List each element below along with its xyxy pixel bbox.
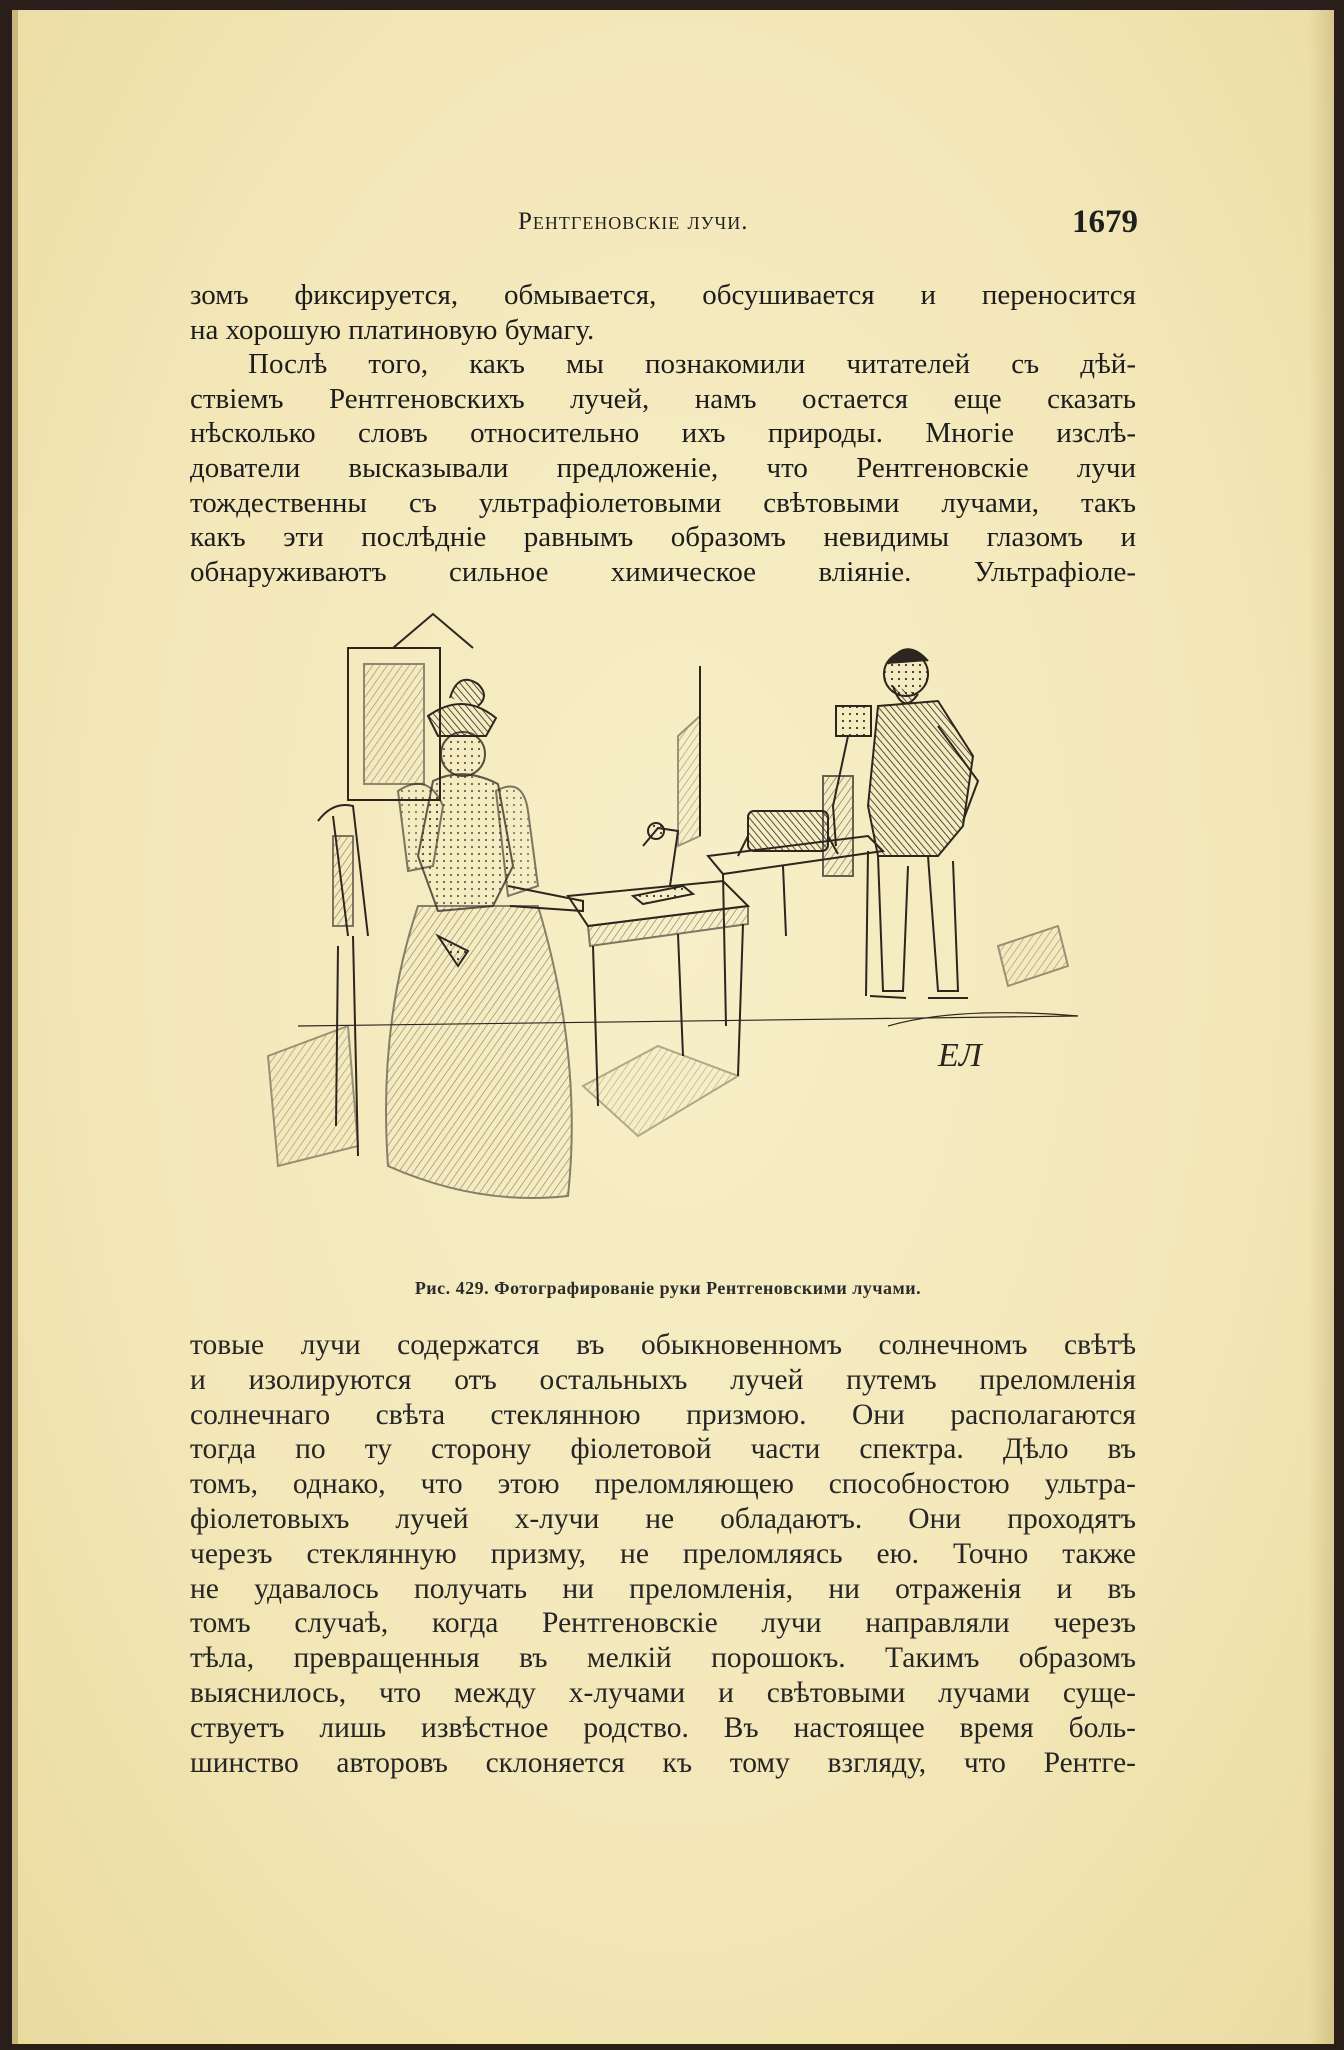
text-block-top xyxy=(190,278,1136,589)
text-line: нѣсколько словъ относительно ихъ природы. Многіе изслѣ- xyxy=(190,417,1136,450)
engraving-illustration xyxy=(238,606,1108,1246)
x-ray-apparatus xyxy=(823,706,871,876)
text-line: на хорошую платиновую бумагу. xyxy=(190,313,595,346)
text-line: тогда по ту сторону фіолетовой части спектра. Дѣло въ xyxy=(190,1433,1136,1466)
text-line: обнаруживаютъ сильное химическое вліяніе. Ультрафіоле- xyxy=(190,555,1136,588)
page-edge-shadow xyxy=(1308,10,1334,2044)
text-block-bottom xyxy=(190,1328,1136,1780)
text-line: дователи высказывали предложеніе, что Рентгеновскіе лучи xyxy=(190,451,1136,484)
figure-illustration xyxy=(238,606,1108,1246)
text-line: зомъ фиксируется, обмывается, обсушивается и переносится xyxy=(190,279,1136,311)
standing-man xyxy=(868,649,978,998)
paragraph-continued xyxy=(190,1328,1136,1780)
text-line: ствуетъ лишь извѣстное родство. Въ настоящее время боль- xyxy=(190,1711,1136,1744)
text-line: тѣла, превращенныя въ мелкій порошокъ. Такимъ образомъ xyxy=(190,1642,1136,1675)
text-line: томъ случаѣ, когда Рентгеновскіе лучи направляли черезъ xyxy=(190,1607,1136,1640)
text-line: тождественны съ ультрафіолетовыми свѣтовыми лучами, такъ xyxy=(190,486,1136,519)
paragraph-continuation xyxy=(190,278,1136,347)
text-line: Послѣ того, какъ мы познакомили читателей съ дѣй- xyxy=(248,348,1136,381)
text-line: какъ эти послѣдніе равнымъ образомъ невидимы глазомъ и xyxy=(190,521,1136,554)
artist-signature: ЕЛ xyxy=(938,1037,982,1074)
text-line: выяснилось, что между х-лучами и свѣтовыми лучами суще- xyxy=(190,1676,1136,1709)
book-page xyxy=(12,10,1334,2044)
text-line: и изолируются отъ остальныхъ лучей путемъ преломленія xyxy=(190,1363,1136,1396)
running-head-title: Рентгеновскіе лучи. xyxy=(518,208,749,235)
text-line: черезъ стеклянную призму, не преломляясь ею. Точно также xyxy=(190,1537,1136,1570)
text-line: томъ, однако, что этою преломляющею способностою ультра- xyxy=(190,1468,1136,1501)
page-number: 1679 xyxy=(1072,204,1138,240)
text-line: шинство авторовъ склоняется къ тому взгляду, что Рентге- xyxy=(190,1746,1136,1779)
running-head xyxy=(188,204,1148,248)
text-line: солнечнаго свѣта стеклянною призмою. Они располагаются xyxy=(190,1398,1136,1431)
figure-caption: Рис. 429. Фотографированіе руки Рентгеновскими лучами. xyxy=(414,1278,922,1298)
text-line: ствіемъ Рентгеновскихъ лучей, намъ остается еще сказать xyxy=(190,382,1136,415)
paragraph-main xyxy=(190,347,1136,589)
text-line: товые лучи содержатся въ обыкновенномъ солнечномъ свѣтѣ xyxy=(190,1329,1136,1361)
text-line: фіолетовыхъ лучей х-лучи не обладаютъ. Они проходятъ xyxy=(190,1502,1136,1535)
text-line: не удавалось получать ни преломленія, ни отраженія и въ xyxy=(190,1572,1136,1605)
